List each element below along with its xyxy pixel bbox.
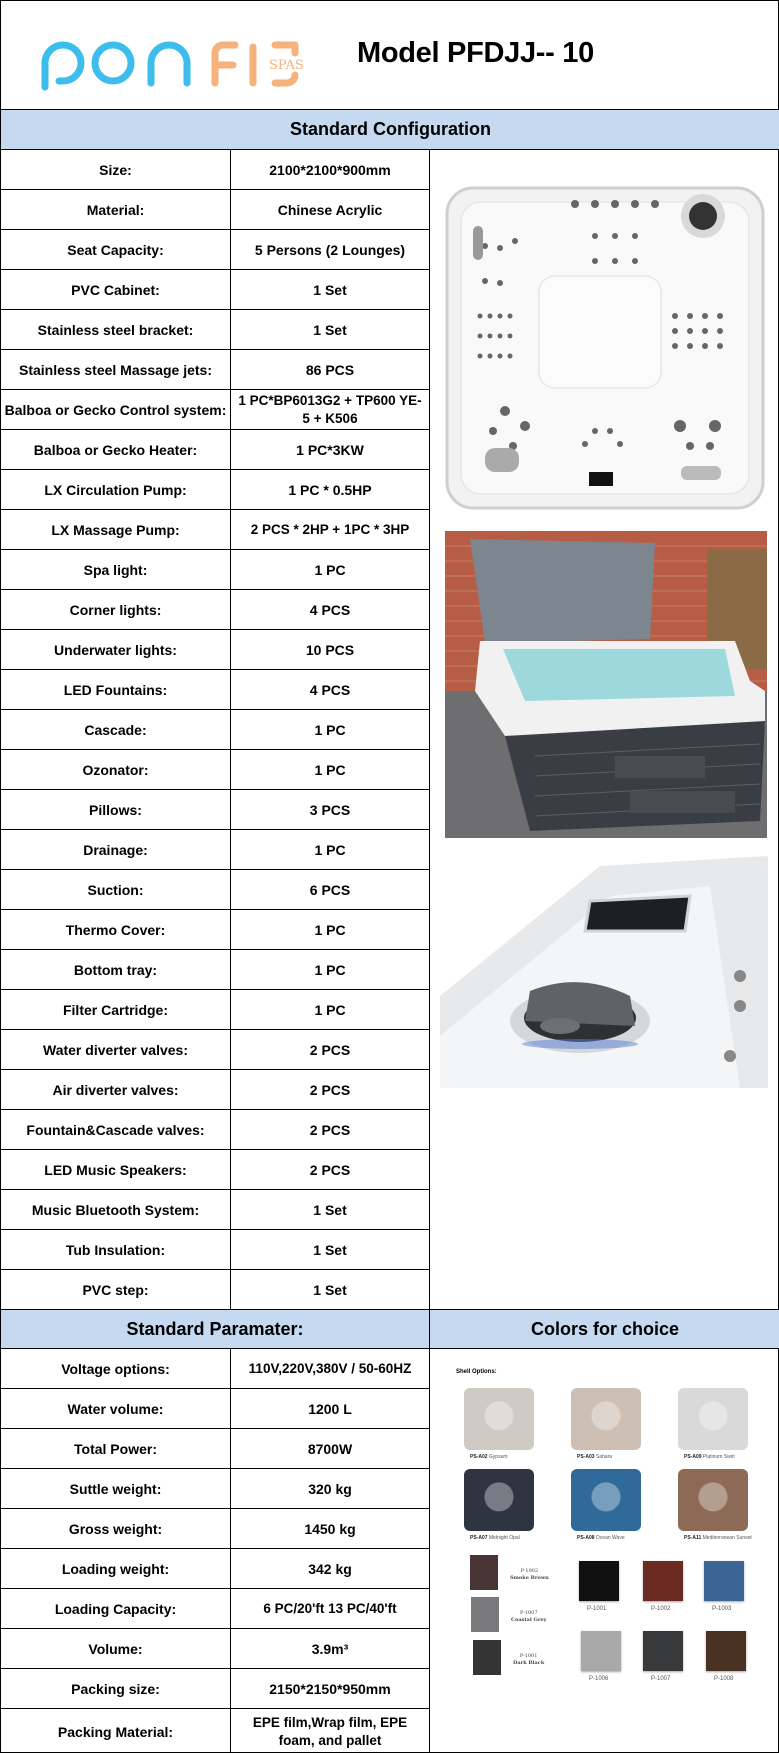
config-value: 3 PCS	[231, 790, 430, 829]
cabinet-sample-swatch	[470, 1555, 498, 1590]
parameter-label: Packing size:	[1, 1669, 231, 1708]
config-label: Seat Capacity:	[1, 230, 231, 269]
config-row	[1, 390, 430, 430]
parameter-row	[1, 1709, 430, 1753]
parameter-label: Voltage options:	[1, 1349, 231, 1388]
config-label: Filter Cartridge:	[1, 990, 231, 1029]
config-value: 1 Set	[231, 1190, 430, 1229]
cabinet-panel-swatch	[581, 1631, 621, 1671]
config-value: 1 PC	[231, 830, 430, 869]
model-title: Model PFDJJ-- 10	[357, 37, 594, 69]
config-row	[1, 670, 430, 710]
cabinet-sample-swatch	[473, 1640, 501, 1675]
shell-label: PS-A07 Midnight Opal	[470, 1535, 520, 1541]
parameter-label: Total Power:	[1, 1429, 231, 1468]
shell-swatch	[571, 1388, 641, 1450]
config-row	[1, 790, 430, 830]
config-row	[1, 470, 430, 510]
config-value: 86 PCS	[231, 350, 430, 389]
shell-swatch	[678, 1388, 748, 1450]
config-row	[1, 1070, 430, 1110]
cabinet-panel-label: P-1003	[712, 1606, 732, 1612]
parameter-label: Gross weight:	[1, 1509, 231, 1548]
config-label: PVC Cabinet:	[1, 270, 231, 309]
config-value: 1 Set	[231, 270, 430, 309]
cabinet-panel-swatch	[643, 1561, 683, 1601]
cabinet-panel-swatch	[704, 1561, 744, 1601]
parameter-value: 342 kg	[231, 1549, 430, 1588]
config-row	[1, 190, 430, 230]
parameter-value: 8700W	[231, 1429, 430, 1468]
config-label: Ozonator:	[1, 750, 231, 789]
config-label: Music Bluetooth System:	[1, 1190, 231, 1229]
config-row	[1, 310, 430, 350]
sheet-header	[1, 1, 779, 110]
parameter-label: Suttle weight:	[1, 1469, 231, 1508]
parameter-row	[1, 1509, 430, 1549]
parameter-row	[1, 1429, 430, 1469]
parameter-value: 1450 kg	[231, 1509, 430, 1548]
config-value: 1 Set	[231, 1270, 430, 1309]
config-value: Chinese Acrylic	[231, 190, 430, 229]
config-row	[1, 990, 430, 1030]
parameter-value: 320 kg	[231, 1469, 430, 1508]
cabinet-panel-label: P-1007	[651, 1676, 671, 1682]
config-value: 1 PC	[231, 990, 430, 1029]
config-label: Balboa or Gecko Control system:	[1, 390, 231, 429]
section-title: Standard Configuration	[290, 119, 491, 139]
shell-label: PS-A03 Sahara	[577, 1454, 613, 1460]
shell-label: PS-A09 Platinum Swirl	[684, 1454, 735, 1460]
config-value: 1 PC	[231, 550, 430, 589]
config-row	[1, 1110, 430, 1150]
shell-swatch	[678, 1469, 748, 1531]
config-row	[1, 1230, 430, 1270]
config-row	[1, 1190, 430, 1230]
parameter-row	[1, 1349, 430, 1389]
config-label: Air diverter valves:	[1, 1070, 231, 1109]
cabinet-sample-label: P-1007 Coastal Grey	[511, 1610, 547, 1623]
parameter-row	[1, 1469, 430, 1509]
spa-pillow-closeup-photo	[440, 856, 768, 1088]
config-row	[1, 950, 430, 990]
config-value: 1 PC*3KW	[231, 430, 430, 469]
cabinet-sample-label: P-1001 Dark Black	[513, 1653, 545, 1666]
spa-top-view-photo	[445, 186, 765, 511]
parameter-value: EPE film,Wrap film, EPE foam, and pallet	[231, 1709, 430, 1753]
config-label: Pillows:	[1, 790, 231, 829]
config-label: Bottom tray:	[1, 950, 231, 989]
parameter-label: Water volume:	[1, 1389, 231, 1428]
parameter-value: 2150*2150*950mm	[231, 1669, 430, 1708]
config-label: Corner lights:	[1, 590, 231, 629]
config-label: Tub Insulation:	[1, 1230, 231, 1269]
parameter-row	[1, 1549, 430, 1589]
config-label: Stainless steel bracket:	[1, 310, 231, 349]
ponfit-spas-logo	[39, 39, 309, 91]
config-row	[1, 1030, 430, 1070]
config-label: Stainless steel Massage jets:	[1, 350, 231, 389]
spa-installed-photo	[445, 531, 767, 838]
config-label: Thermo Cover:	[1, 910, 231, 949]
config-row	[1, 750, 430, 790]
cabinet-panel-label: P-1002	[651, 1606, 671, 1612]
shell-label: PS-A11 Mediterranean Sunset	[684, 1535, 752, 1541]
config-value: 1 Set	[231, 1230, 430, 1269]
section-title: Standard Paramater:	[126, 1318, 304, 1339]
shell-label: PS-A08 Ocean Wave	[577, 1535, 625, 1541]
cabinet-sample-label: P-1002 Smoke Brown	[510, 1568, 549, 1581]
config-value: 1 PC*BP6013G2 + TP600 YE-5 + K506	[231, 390, 430, 429]
parameter-row	[1, 1629, 430, 1669]
config-value: 1 PC	[231, 910, 430, 949]
section-title: Colors for choice	[530, 1318, 680, 1339]
cabinet-panel-label: P-1001	[587, 1606, 607, 1612]
parameter-row	[1, 1589, 430, 1629]
config-label: Suction:	[1, 870, 231, 909]
svg-text:SPAS: SPAS	[269, 58, 304, 73]
config-value: 2 PCS	[231, 1110, 430, 1149]
config-row	[1, 710, 430, 750]
config-row	[1, 830, 430, 870]
config-value: 5 Persons (2 Lounges)	[231, 230, 430, 269]
config-value: 2100*2100*900mm	[231, 150, 430, 189]
config-row	[1, 630, 430, 670]
parameter-label: Packing Material:	[1, 1709, 231, 1753]
config-row	[1, 870, 430, 910]
config-row	[1, 910, 430, 950]
parameter-value: 1200 L	[231, 1389, 430, 1428]
config-label: LX Circulation Pump:	[1, 470, 231, 509]
config-value: 1 PC	[231, 750, 430, 789]
colors-panel	[431, 1350, 779, 1753]
config-label: Drainage:	[1, 830, 231, 869]
config-label: LED Fountains:	[1, 670, 231, 709]
config-row	[1, 150, 430, 190]
parameter-label: Loading Capacity:	[1, 1589, 231, 1628]
cabinet-sample-swatch	[471, 1597, 499, 1632]
config-value: 2 PCS * 2HP + 1PC * 3HP	[231, 510, 430, 549]
config-value: 2 PCS	[231, 1030, 430, 1069]
config-value: 1 PC	[231, 950, 430, 989]
config-label: Spa light:	[1, 550, 231, 589]
parameter-label: Loading weight:	[1, 1549, 231, 1588]
config-label: Water diverter valves:	[1, 1030, 231, 1069]
config-value: 4 PCS	[231, 670, 430, 709]
config-value: 1 PC	[231, 710, 430, 749]
config-value: 4 PCS	[231, 590, 430, 629]
standard-configuration-header	[1, 110, 779, 150]
colors-for-choice-header	[430, 1309, 779, 1349]
shell-label: PS-A02 Gypsum	[470, 1454, 508, 1460]
config-label: Fountain&Cascade valves:	[1, 1110, 231, 1149]
shell-swatch	[571, 1469, 641, 1531]
config-label: LED Music Speakers:	[1, 1150, 231, 1189]
cabinet-panel-label: P-1008	[714, 1676, 734, 1682]
config-row	[1, 510, 430, 550]
cabinet-panel-swatch	[579, 1561, 619, 1601]
parameter-value: 6 PC/20'ft 13 PC/40'ft	[231, 1589, 430, 1628]
config-label: Cascade:	[1, 710, 231, 749]
config-value: 6 PCS	[231, 870, 430, 909]
config-label: Underwater lights:	[1, 630, 231, 669]
shell-options-title: Shell Options:	[456, 1369, 497, 1375]
config-label: Material:	[1, 190, 231, 229]
cabinet-panel-swatch	[706, 1631, 746, 1671]
config-row	[1, 590, 430, 630]
config-label: Size:	[1, 150, 231, 189]
config-value: 2 PCS	[231, 1070, 430, 1109]
config-label: PVC step:	[1, 1270, 231, 1309]
config-row	[1, 230, 430, 270]
config-value: 1 PC * 0.5HP	[231, 470, 430, 509]
config-label: Balboa or Gecko Heater:	[1, 430, 231, 469]
parameter-row	[1, 1669, 430, 1709]
config-row	[1, 270, 430, 310]
shell-swatch	[464, 1469, 534, 1531]
shell-swatch	[464, 1388, 534, 1450]
config-row	[1, 350, 430, 390]
cabinet-panel-label: P-1006	[589, 1676, 609, 1682]
standard-parameter-header	[1, 1309, 430, 1349]
config-row	[1, 1150, 430, 1190]
config-label: LX Massage Pump:	[1, 510, 231, 549]
cabinet-panel-swatch	[643, 1631, 683, 1671]
parameter-value: 110V,220V,380V / 50-60HZ	[231, 1349, 430, 1388]
config-value: 1 Set	[231, 310, 430, 349]
config-value: 10 PCS	[231, 630, 430, 669]
config-row	[1, 550, 430, 590]
config-row	[1, 1270, 430, 1310]
config-value: 2 PCS	[231, 1150, 430, 1189]
parameter-row	[1, 1389, 430, 1429]
config-row	[1, 430, 430, 470]
parameter-label: Volume:	[1, 1629, 231, 1668]
parameter-value: 3.9m³	[231, 1629, 430, 1668]
